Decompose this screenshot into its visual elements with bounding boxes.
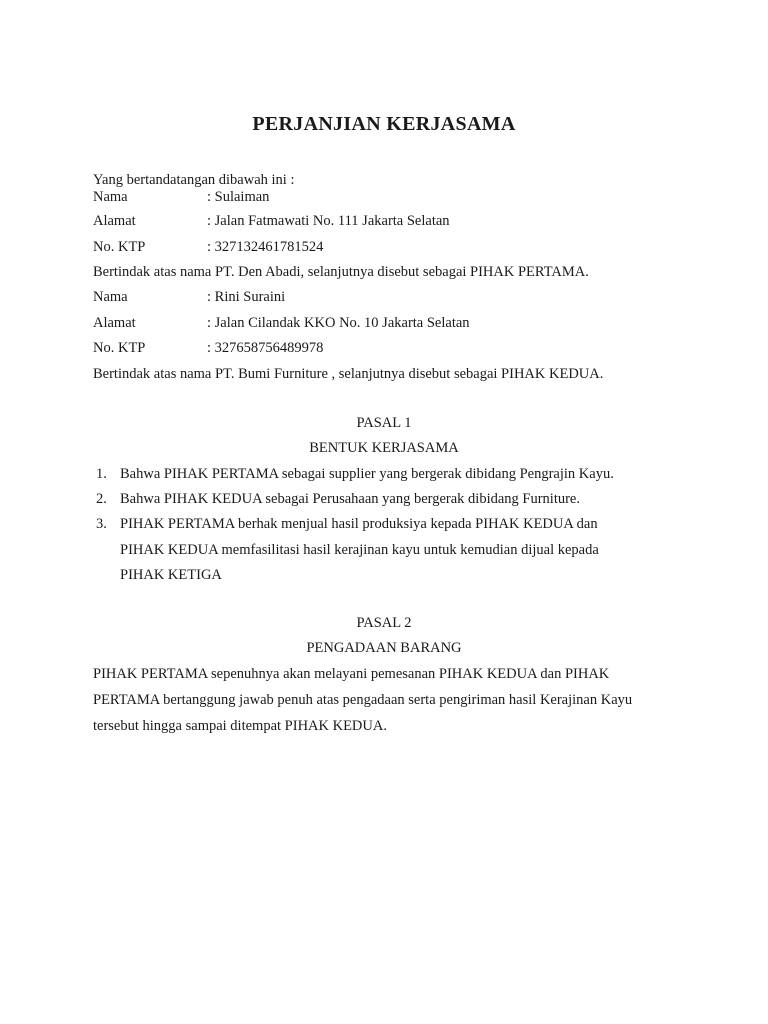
- pasal2-line3: tersebut hingga sampai ditempat PIHAK KEDUA.: [93, 718, 387, 734]
- pasal2-heading: PASAL 2: [356, 615, 412, 631]
- intro-text: Yang bertandatangan dibawah ini :: [93, 172, 295, 188]
- party2-statement: Bertindak atas nama PT. Bumi Furniture , selanjutnya disebut sebagai PIHAK KEDUA.: [93, 366, 604, 382]
- pasal2-subheading: PENGADAAN BARANG: [306, 640, 462, 656]
- pasal1-item1-number: 1.: [96, 466, 107, 482]
- pasal1-item2-number: 2.: [96, 491, 107, 507]
- party2-ktp-label: No. KTP: [93, 340, 146, 356]
- party1-alamat-label: Alamat: [93, 213, 136, 229]
- party1-nama-value: : Sulaiman: [207, 189, 270, 205]
- pasal1-item3-line3: PIHAK KETIGA: [120, 567, 222, 583]
- pasal2-line2: PERTAMA bertanggung jawab penuh atas pengadaan serta pengiriman hasil Kerajinan Kayu: [93, 692, 633, 708]
- pasal2-line1: PIHAK PERTAMA sepenuhnya akan melayani pemesanan PIHAK KEDUA dan PIHAK: [93, 666, 610, 682]
- pasal1-heading: PASAL 1: [356, 415, 412, 431]
- party1-alamat-value: : Jalan Fatmawati No. 111 Jakarta Selatan: [207, 213, 450, 229]
- party2-nama-label: Nama: [93, 289, 128, 305]
- pasal1-item3-line1: PIHAK PERTAMA berhak menjual hasil produksiya kepada PIHAK KEDUA dan: [120, 516, 598, 532]
- party2-alamat-value: : Jalan Cilandak KKO No. 10 Jakarta Selatan: [207, 315, 470, 331]
- party1-statement: Bertindak atas nama PT. Den Abadi, selanjutnya disebut sebagai PIHAK PERTAMA.: [93, 264, 589, 280]
- party1-nama-label: Nama: [93, 189, 128, 205]
- party1-ktp-label: No. KTP: [93, 239, 146, 255]
- pasal1-item2-text: Bahwa PIHAK KEDUA sebagai Perusahaan yang bergerak dibidang Furniture.: [120, 491, 580, 507]
- party1-ktp-value: : 327132461781524: [207, 239, 324, 255]
- party2-alamat-label: Alamat: [93, 315, 136, 331]
- pasal1-subheading: BENTUK KERJASAMA: [309, 440, 459, 456]
- pasal1-item3-line2: PIHAK KEDUA memfasilitasi hasil kerajinan kayu untuk kemudian dijual kepada: [120, 542, 599, 558]
- document-title: PERJANJIAN KERJASAMA: [252, 113, 516, 135]
- pasal1-item1-text: Bahwa PIHAK PERTAMA sebagai supplier yang bergerak dibidang Pengrajin Kayu.: [120, 466, 614, 482]
- party2-nama-value: : Rini Suraini: [207, 289, 286, 305]
- party2-ktp-value: : 327658756489978: [207, 340, 324, 356]
- pasal1-item3-number: 3.: [96, 516, 107, 532]
